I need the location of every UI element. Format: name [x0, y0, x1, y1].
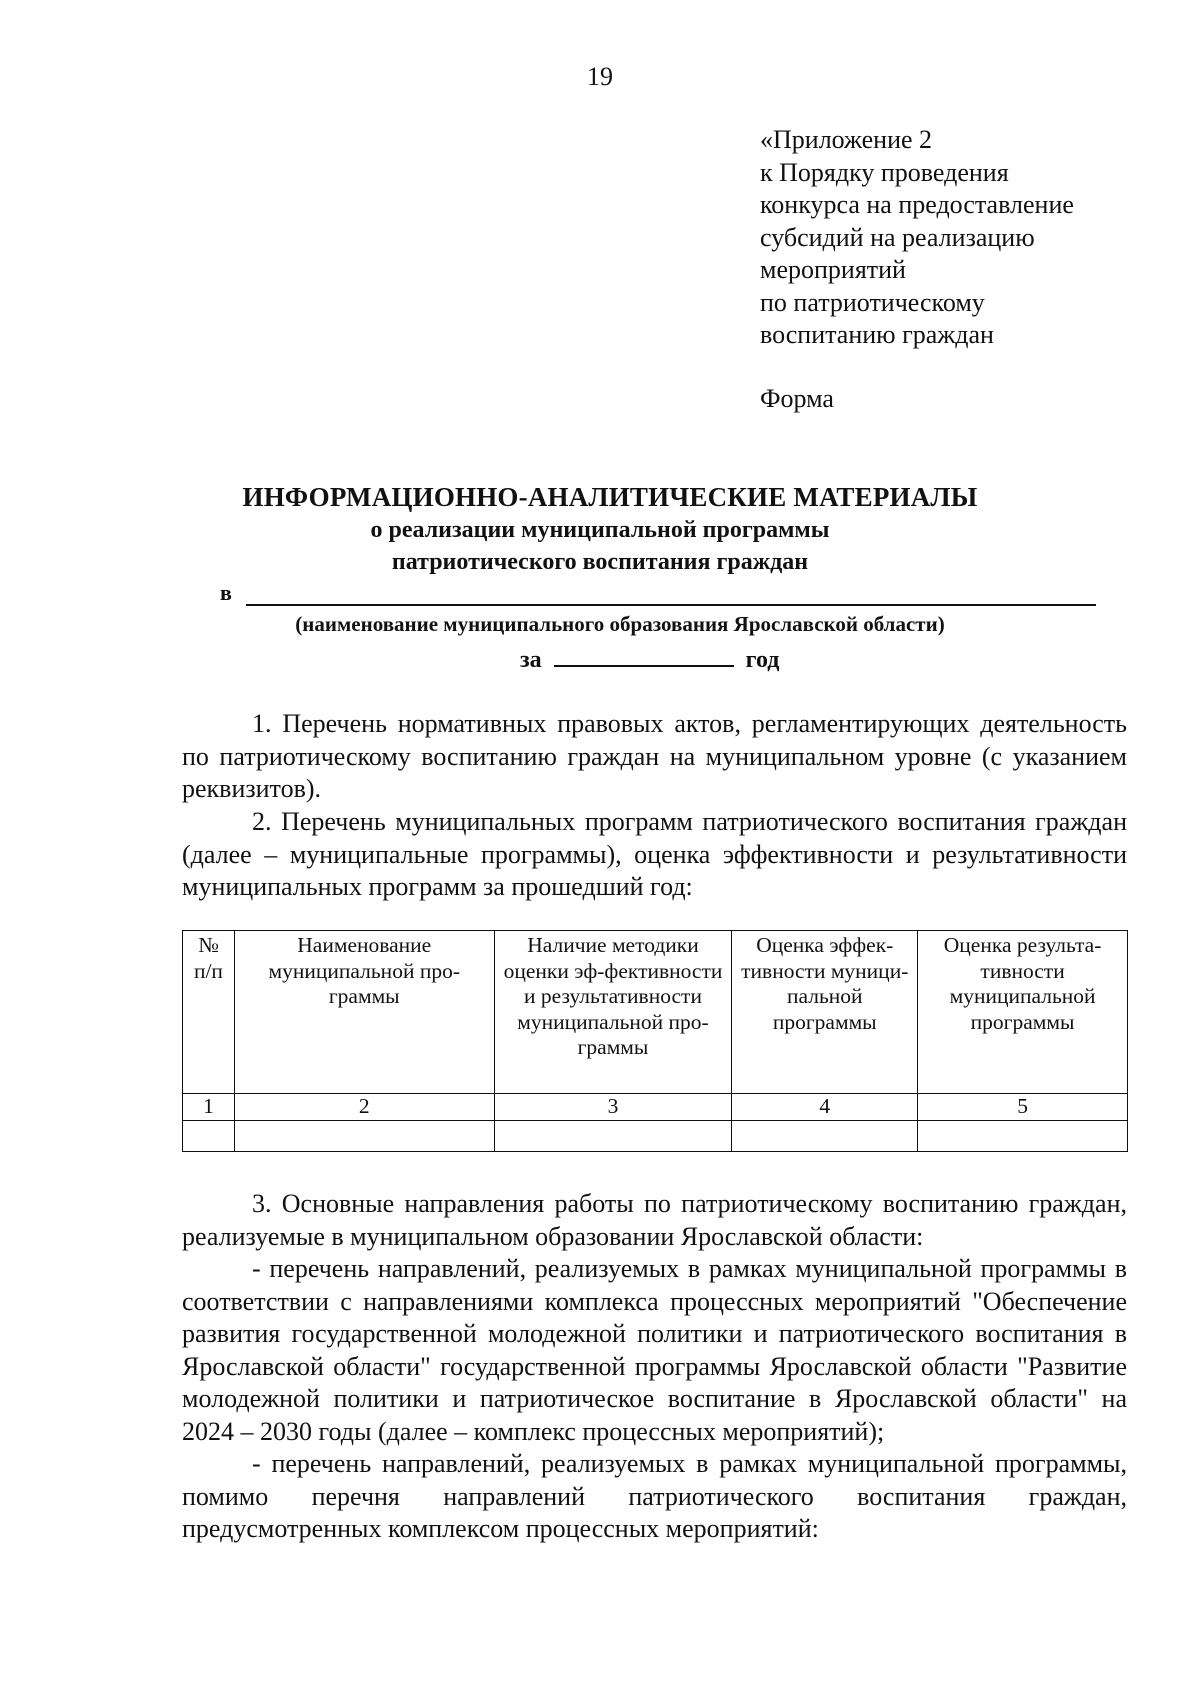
table-number-cell: 2	[234, 1094, 494, 1121]
page-number: 19	[587, 62, 613, 91]
paragraph-3	[182, 1188, 1127, 1546]
municipality-caption: (наименование муниципального образования Ярославской области)	[295, 612, 945, 636]
appendix-line: по патриотическому	[760, 287, 985, 317]
table-number-cell: 1	[183, 1094, 235, 1121]
year-prefix: за	[520, 647, 542, 673]
table-empty-cell	[234, 1120, 494, 1151]
municipality-prefix: в	[220, 580, 232, 605]
programs-table	[182, 930, 1128, 1152]
title-main: ИНФОРМАЦИОННО-АНАЛИТИЧЕСКИЕ МАТЕРИАЛЫ	[242, 482, 978, 512]
year-suffix: год	[745, 647, 780, 673]
table-header-cell: Оценка эффек-тивности муници-пальной программы	[732, 931, 918, 1094]
table-header-cell: № п/п	[183, 931, 235, 1094]
table-empty-cell	[918, 1120, 1128, 1151]
table-number-cell: 5	[918, 1094, 1128, 1121]
title-subtitle-2: патриотического воспитания граждан	[391, 549, 809, 575]
year-line	[520, 645, 779, 674]
table-number-row	[183, 1094, 1128, 1121]
paragraph-1	[182, 708, 1127, 806]
paragraph-3-item-2: - перечень направлений, реализуемых в рамках муниципальной программы, помимо перечня направлений патриотического воспитания граждан, предусмотренных комплексом процессных мероприятий:	[182, 1449, 1127, 1543]
year-blank-line	[554, 645, 734, 667]
table-number-cell: 3	[494, 1094, 732, 1121]
paragraph-2	[182, 806, 1127, 904]
table-empty-cell	[732, 1120, 918, 1151]
paragraph-3-item-1: - перечень направлений, реализуемых в рамках муниципальной программы в соответствии с направлениями комплекса процессных мероприятий "Обеспечение развития государственной молодежной политики и патриотического воспитания в Ярославской области" государственной программы Ярославской области "Развитие молодежной политики и патриотическое воспитание в Ярославской области" на 2024 – 2030 годы (далее – комплекс процессных мероприятий);	[182, 1254, 1127, 1446]
table-empty-cell	[494, 1120, 732, 1151]
paragraph-3-text: 3. Основные направления работы по патриотическому воспитанию граждан, реализуемые в муниципальном образовании Ярославской области:	[182, 1189, 1127, 1251]
appendix-line: мероприятий	[760, 255, 906, 284]
appendix-line: субсидий на реализацию	[760, 222, 1035, 252]
table-header-row	[183, 931, 1128, 1094]
paragraph-2-text: 2. Перечень муниципальных программ патриотического воспитания граждан (далее – муниципальные программы), оценка эффективности и результативности муниципальных программ за прошедший год:	[182, 807, 1127, 901]
document-title	[0, 480, 1200, 578]
paragraph-1-text: 1. Перечень нормативных правовых актов, регламентирующих деятельность по патриотическому воспитанию граждан на муниципальном уровне (с указанием реквизитов).	[182, 709, 1127, 803]
municipality-blank-line	[246, 604, 1096, 606]
table-header-cell: Наименование муниципальной про-граммы	[234, 931, 494, 1094]
table-header-cell: Наличие методики оценки эф-фективности и результативности муниципальной про-граммы	[494, 931, 732, 1094]
table-header-cell: Оценка результа-тивности муниципальной программы	[918, 931, 1128, 1094]
table-empty-cell	[183, 1120, 235, 1151]
appendix-line: «Приложение 2	[760, 125, 933, 154]
title-subtitle-1: о реализации муниципальной программы	[370, 517, 830, 543]
appendix-line: воспитанию граждан	[760, 320, 994, 349]
appendix-block	[760, 124, 1074, 352]
form-label: Форма	[760, 384, 834, 413]
table-empty-row	[183, 1120, 1128, 1151]
table-number-cell: 4	[732, 1094, 918, 1121]
appendix-line: конкурса на предоставление	[760, 190, 1074, 219]
appendix-line: к Порядку проведения	[760, 157, 1009, 187]
